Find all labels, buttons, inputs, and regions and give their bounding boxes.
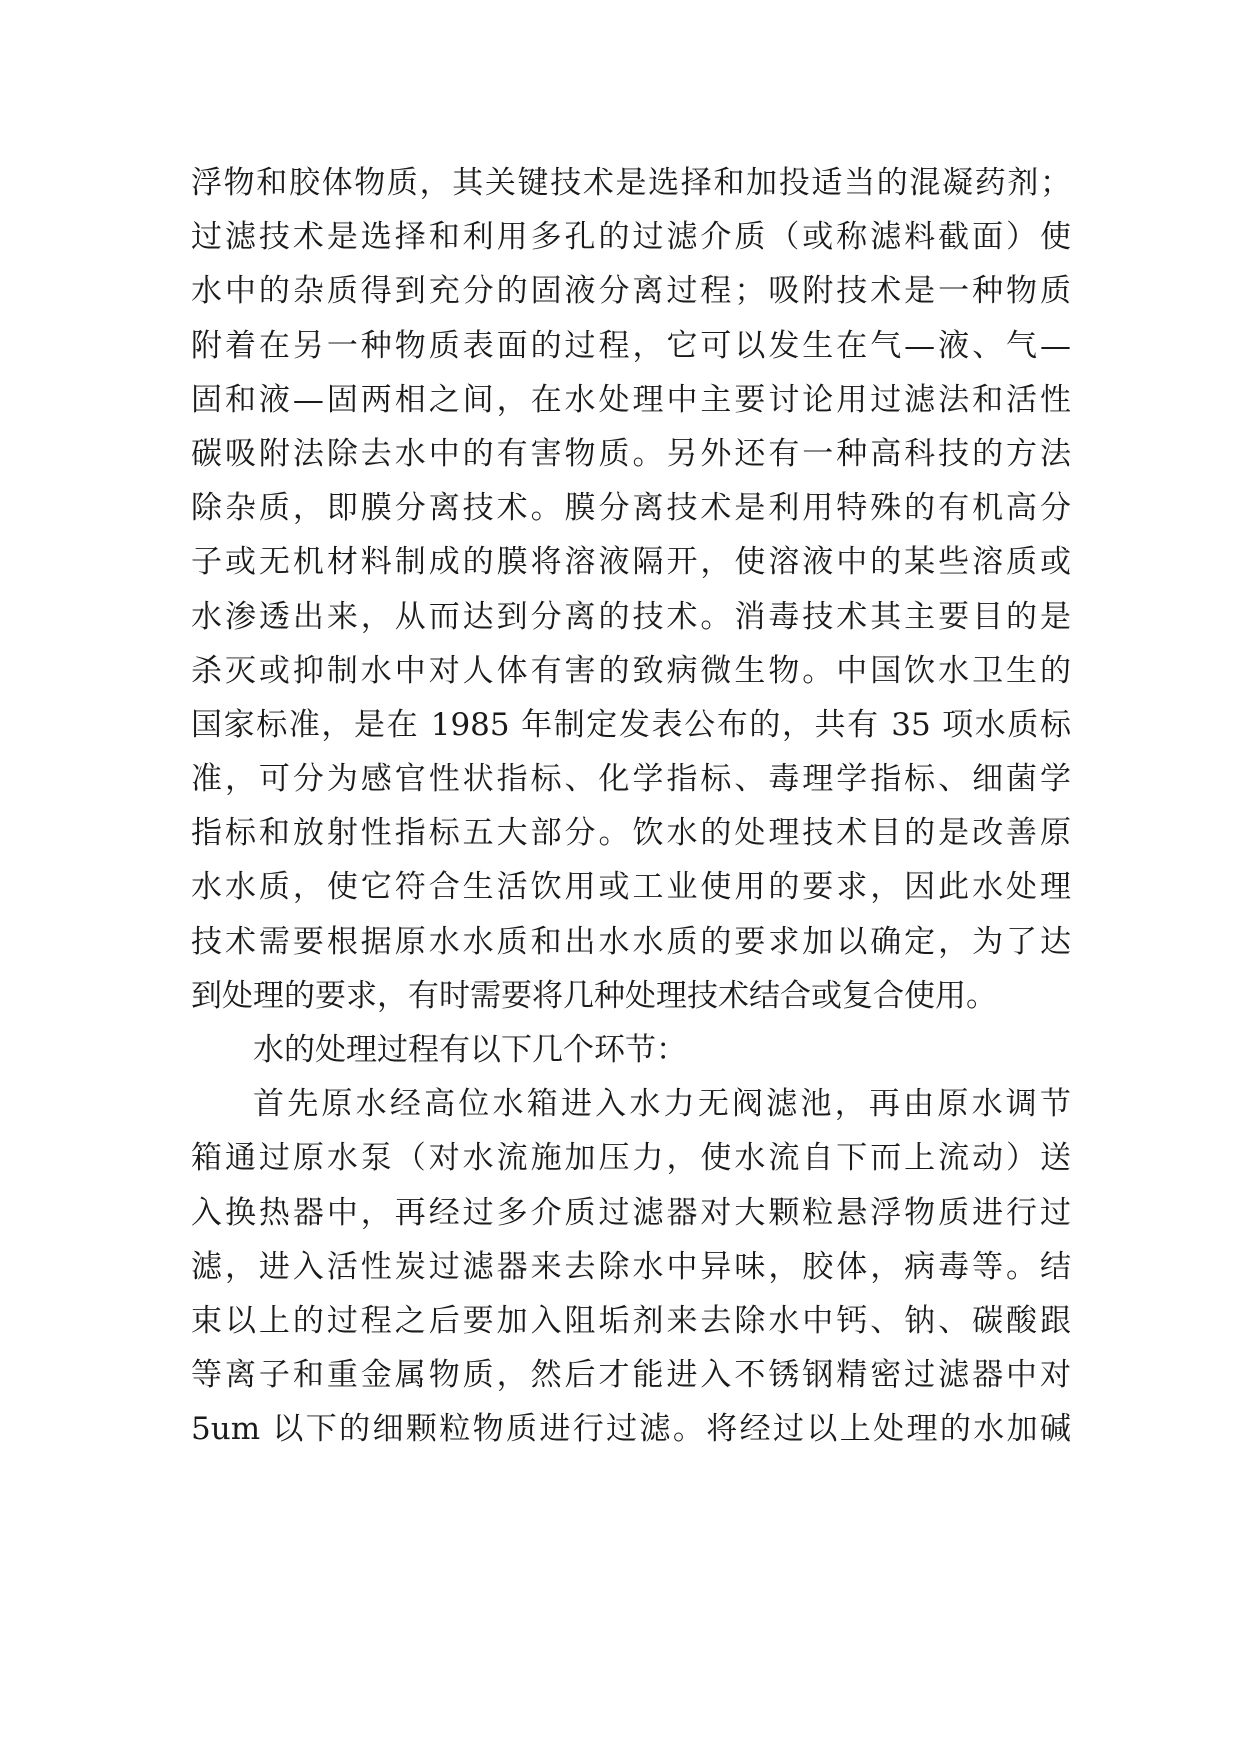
text-line: 入换热器中，再经过多介质过滤器对大颗粒悬浮物质进行过 [191,1194,1071,1231]
text-line: 附着在另一种物质表面的过程，它可以发生在气—液、气— [191,327,1071,364]
text-line: 5um 以下的细颗粒物质进行过滤。将经过以上处理的水加碱 [191,1411,1071,1448]
paragraph-end-line: 到处理的要求，有时需要将几种处理技术结合或复合使用。 [191,977,997,1014]
text-line: 国家标准，是在 1985 年制定发表公布的，共有 35 项水质标 [191,706,1071,743]
text-line: 指标和放射性指标五大部分。饮水的处理技术目的是改善原 [191,815,1071,852]
text-line: 等离子和重金属物质，然后才能进入不锈钢精密过滤器中对 [191,1357,1071,1394]
text-line: 固和液—固两相之间，在水处理中主要讨论用过滤法和活性 [191,381,1071,418]
text-line: 箱通过原水泵（对水流施加压力，使水流自下而上流动）送 [191,1140,1071,1177]
text-line: 除杂质，即膜分离技术。膜分离技术是利用特殊的有机高分 [191,490,1071,527]
text-line: 水水质，使它符合生活饮用或工业使用的要求，因此水处理 [191,869,1071,906]
text-line: 过滤技术是选择和利用多孔的过滤介质（或称滤料截面）使 [191,219,1071,256]
text-line: 浮物和胶体物质，其关键技术是选择和加投适当的混凝药剂； [191,165,1071,201]
paragraph-first-line: 首先原水经高位水箱进入水力无阀滤池，再由原水调节 [253,1086,1071,1123]
body-text [191,156,1071,1457]
text-line: 杀灭或抑制水中对人体有害的致病微生物。中国饮水卫生的 [191,652,1071,689]
text-line: 技术需要根据原水水质和出水水质的要求加以确定，为了达 [191,923,1071,960]
text-line: 水中的杂质得到充分的固液分离过程；吸附技术是一种物质 [191,273,1071,310]
text-line: 滤，进入活性炭过滤器来去除水中异味，胶体，病毒等。结 [191,1248,1071,1285]
text-line: 水渗透出来，从而达到分离的技术。消毒技术其主要目的是 [191,598,1071,635]
text-line: 准，可分为感官性状指标、化学指标、毒理学指标、细菌学 [191,761,1071,798]
section-intro-line: 水的处理过程有以下几个环节： [253,1032,687,1068]
text-line: 束以上的过程之后要加入阻垢剂来去除水中钙、钠、碳酸跟 [191,1302,1071,1339]
text-line: 碳吸附法除去水中的有害物质。另外还有一种高科技的方法 [191,435,1071,472]
text-line: 子或无机材料制成的膜将溶液隔开，使溶液中的某些溶质或 [191,544,1071,581]
